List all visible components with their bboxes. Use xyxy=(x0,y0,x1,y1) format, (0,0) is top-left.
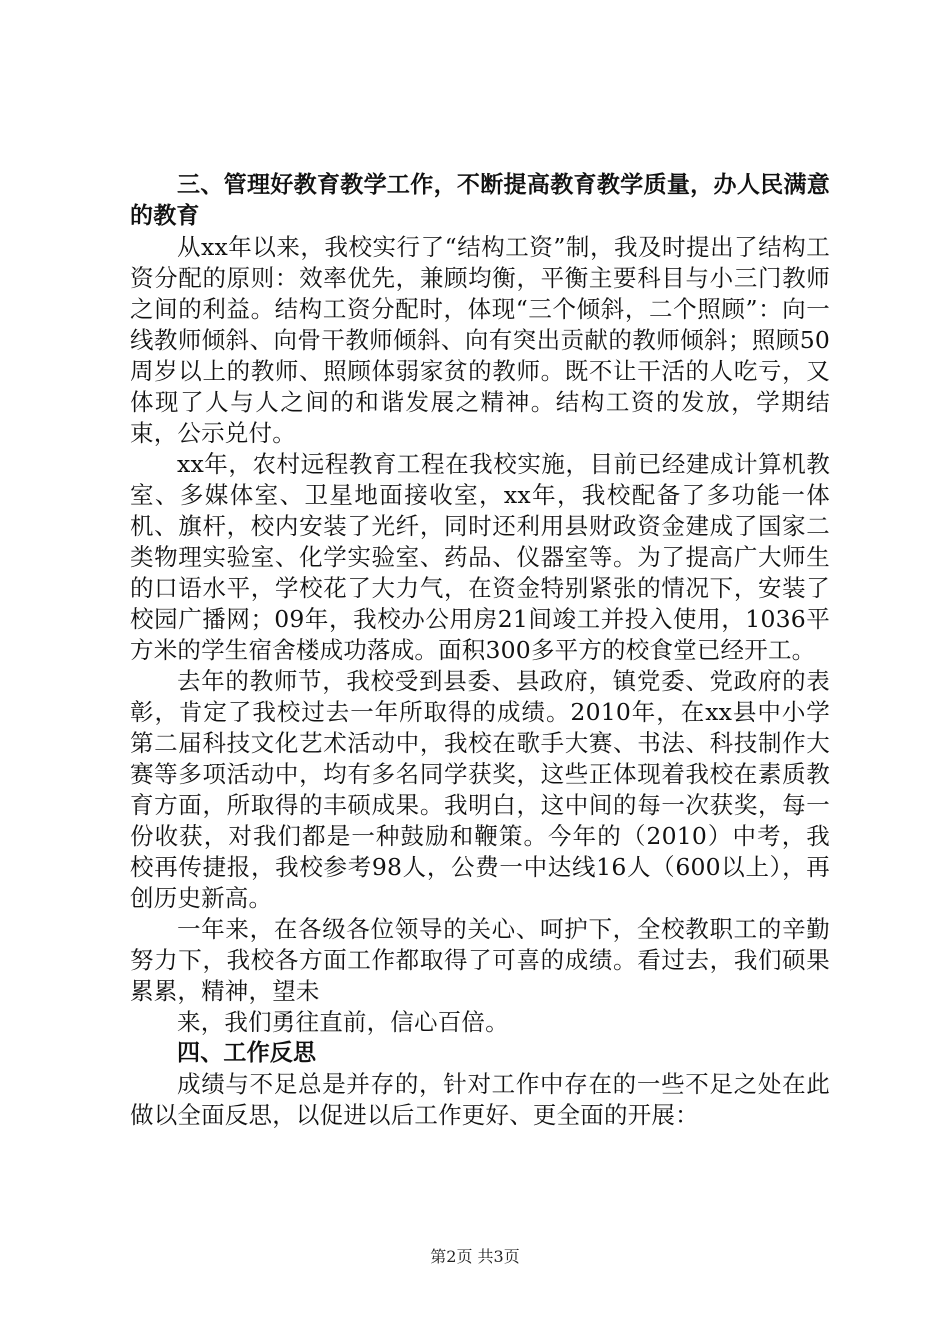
paragraph-reflection: 成绩与不足总是并存的，针对工作中存在的一些不足之处在此做以全面反思，以促进以后工作更好、更全面的开展： xyxy=(130,1070,830,1129)
paragraph-achievements: 去年的教师节，我校受到县委、县政府，镇党委、党政府的表彰，肯定了我校过去一年所取得的成绩。2010年，在xx县中小学第二届科技文化艺术活动中，我校在歌手大赛、书法、科技制作大赛等多项活动中，均有多名同学获奖，这些正体现着我校在素质教育方面，所取得的丰硕成果。我明白，这中间的每一次获奖，每一份收获，对我们都是一种鼓励和鞭策。今年的（2010）中考，我校再传捷报，我校参考98人，公费一中达线16人（600以上），再创历史新高。 xyxy=(130,667,830,912)
page-footer: 第2页 共3页 xyxy=(430,1247,520,1266)
paragraph-year-summary: 一年来，在各级各位领导的关心、呵护下，全校教职工的辛勤努力下，我校各方面工作都取得了可喜的成绩。看过去，我们硕果累累，精神，望未 xyxy=(130,915,830,1005)
paragraph-year-summary-cont: 来，我们勇往直前，信心百倍。 xyxy=(177,1008,509,1036)
paragraph-structural-wage: 从xx年以来，我校实行了“结构工资”制，我及时提出了结构工资分配的原则：效率优先，兼顾均衡，平衡主要科目与小三门教师之间的利益。结构工资分配时，体现“三个倾斜，二个照顾”：向一线教师倾斜、向骨干教师倾斜、向有突出贡献的教师倾斜；照顾50周岁以上的教师、照顾体弱家贫的教师。既不让干活的人吃亏，又体现了人与人之间的和谐发展之精神。结构工资的发放，学期结束，公示兑付。 xyxy=(130,233,830,447)
section-heading-3: 三、管理好教育教学工作，不断提高教育教学质量，办人民满意的教育 xyxy=(130,172,830,229)
section-heading-4: 四、工作反思 xyxy=(177,1040,317,1066)
paragraph-facilities: xx年，农村远程教育工程在我校实施，目前已经建成计算机教室、多媒体室、卫星地面接收室，xx年，我校配备了多功能一体机、旗杆，校内安装了光纤，同时还利用县财政资金建成了国家二类物理实验室、化学实验室、药品、仪器室等。为了提高广大师生的口语水平，学校花了大力气，在资金特别紧张的情况下，安装了校园广播网；09年，我校办公用房21间竣工并投入使用，1036平方米的学生宿舍楼成功落成。面积300多平方的校食堂已经开工。 xyxy=(130,450,830,664)
document-body xyxy=(130,170,830,1131)
